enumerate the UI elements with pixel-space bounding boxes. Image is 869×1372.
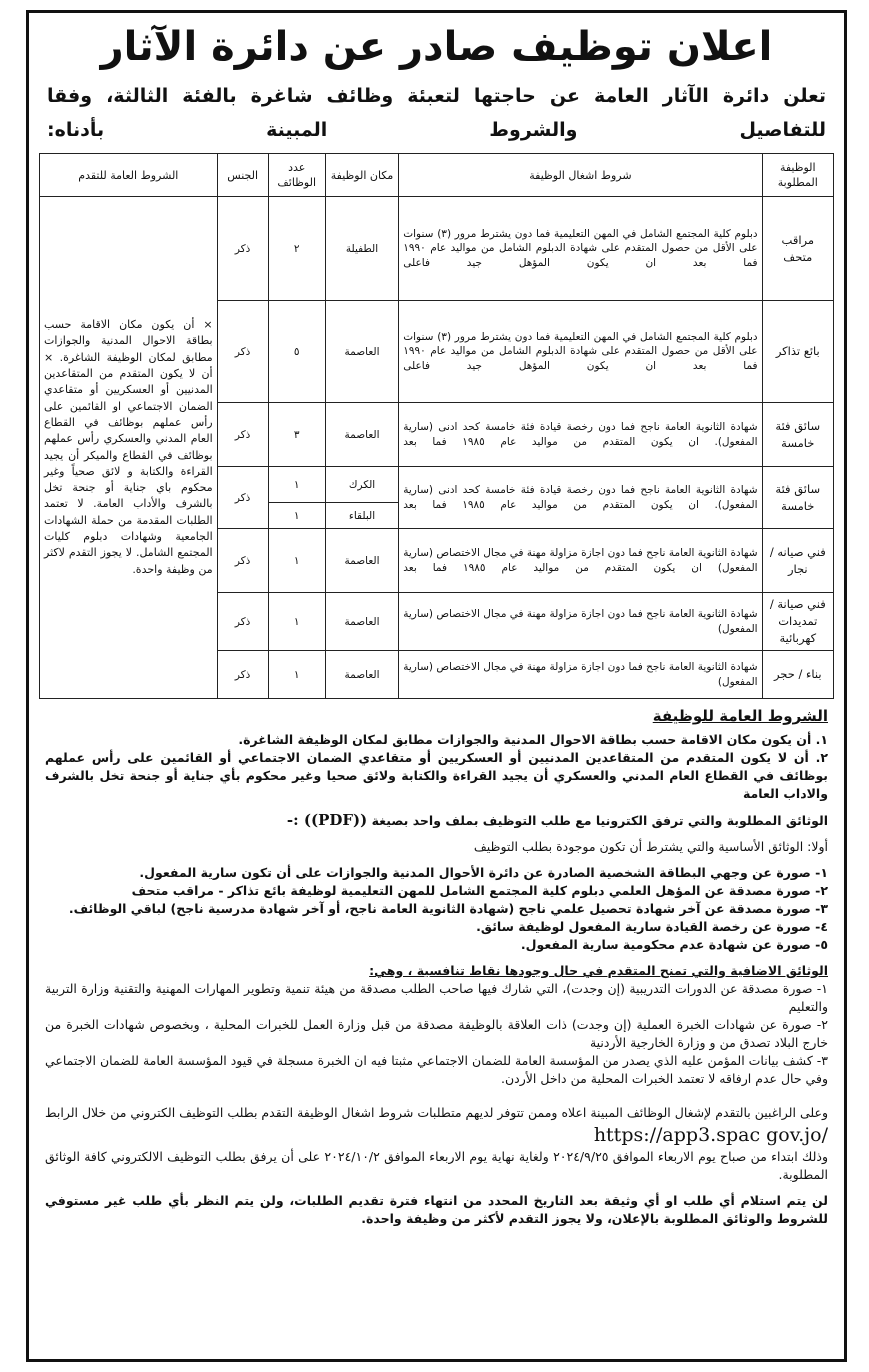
job-location: العاصمة bbox=[325, 403, 398, 467]
closing-notice: لن يتم استلام أي طلب او أي وثيقة بعد التاريخ المحدد من انتهاء فترة تقديم الطلبات، ولن يتم النظر بأي طلب غير مستوفي للشروط والوثائق المطلوبة بالإعلان، ولا يجوز التقدم لأكثر من وظيفة واحدة. bbox=[45, 1193, 828, 1226]
documents-intro-text: الوثائق المطلوبة والتي ترفق الكترونيا مع طلب التوظيف بملف واحد بصيغة bbox=[371, 813, 828, 828]
application-link[interactable]: https://app3.spac gov.jo/ bbox=[593, 1124, 828, 1146]
general-section-title: الشروط العامة للوظيفة bbox=[652, 707, 828, 725]
job-count: ١ bbox=[268, 503, 325, 529]
job-gender: ذكر bbox=[217, 467, 268, 529]
job-location: الكرك bbox=[325, 467, 398, 503]
header-gender: الجنس bbox=[217, 154, 268, 197]
closing-text: وعلى الراغبين بالتقدم لإشغال الوظائف المبينة اعلاه وممن تتوفر لديهم متطلبات شروط اشغال الوظيفة التقدم بطلب التوظيف الكتروني من خلال الرابط bbox=[45, 1105, 828, 1120]
job-requirements: شهادة الثانوية العامة ناجح فما دون اجازة مزاولة مهنة في مجال الاختصاص (سارية المفعول) bbox=[399, 651, 762, 699]
general-item: ١. أن يكون مكان الاقامة حسب بطاقة الاحوال المدنية والجوازات مطابق لمكان الوظيفة الشاغرة. bbox=[238, 732, 828, 747]
job-gender: ذكر bbox=[217, 593, 268, 651]
basic-document-item: ٢- صورة مصدقة عن المؤهل العلمي دبلوم كلية المجتمع الشامل للمهن التعليمية لوظيفة بائع تذاكر - مراقب متحف bbox=[131, 883, 828, 898]
header-job: الوظيفة المطلوبة bbox=[762, 154, 833, 197]
header-general: الشروط العامة للتقدم bbox=[40, 154, 218, 197]
basic-document-item: ٥- صورة عن شهادة عدم محكومية سارية المفعول. bbox=[520, 937, 828, 952]
job-title: فني صيانة / تمديدات كهربائية bbox=[762, 593, 833, 651]
basic-document-item: ١- صورة عن وجهي البطاقة الشخصية الصادرة عن دائرة الأحوال المدنية والجوازات على أن تكون سارية المفعول. bbox=[139, 865, 828, 880]
header-count: عدد الوظائف bbox=[268, 154, 325, 197]
job-location: الطفيلة bbox=[325, 197, 398, 301]
basic-document-item: ٣- صورة مصدقة عن آخر شهادة تحصيل علمي ناجح (شهادة الثانوية العامة ناجح، أو آخر شهادة مدرسية ناجح) لباقي الوظائف. bbox=[68, 901, 828, 916]
job-location: العاصمة bbox=[325, 529, 398, 593]
pdf-format: ((PDF)) :- bbox=[286, 811, 368, 829]
job-count: ١ bbox=[268, 593, 325, 651]
basic-document-item: ٤- صورة عن رخصة القيادة سارية المفعول لوظيفة سائق. bbox=[476, 919, 828, 934]
advertisement-frame bbox=[26, 10, 847, 1362]
documents-intro bbox=[45, 811, 828, 830]
table-header-row bbox=[40, 154, 834, 197]
extra-document-item: ١- صورة مصدقة عن الدورات التدريبية (إن وجدت)، التي شارك فيها صاحب الطلب مصدقة من هيئة تنمية وتطوير المهارات المهنية والتقنية وزارة التربية والتعليم bbox=[45, 981, 828, 1014]
header-location: مكان الوظيفة bbox=[325, 154, 398, 197]
job-title: بائع تذاكر bbox=[762, 301, 833, 403]
job-count: ١ bbox=[268, 529, 325, 593]
job-location: العاصمة bbox=[325, 651, 398, 699]
closing-paragraph bbox=[45, 1102, 828, 1148]
job-requirements: دبلوم كلية المجتمع الشامل في المهن التعليمية فما دون يشترط مرور (٣) سنوات على الأقل من حصول المتقدم على شهادة الدبلوم الشامل من مواليد عام ١٩٩٠ فما بعد ان يكون المؤهل جيد فاعلى bbox=[399, 301, 762, 403]
job-title: فني صيانه / نجار bbox=[762, 529, 833, 593]
headline: اعلان توظيف صادر عن دائرة الآثار bbox=[100, 24, 773, 70]
job-gender: ذكر bbox=[217, 301, 268, 403]
job-count: ١ bbox=[268, 467, 325, 503]
closing-dates: وذلك ابتداء من صباح يوم الاربعاء الموافق ٢٠٢٤/٩/٢٥ ولغاية نهاية يوم الاربعاء الموافق ٢٠٢٤/١٠/٢ على أن يرفق بطلب التوظيف الالكتروني كافة الوثائق المطلوبة. bbox=[45, 1149, 828, 1182]
job-title: بناء / حجر bbox=[762, 651, 833, 699]
header-requirements: شروط اشغال الوظيفة bbox=[399, 154, 762, 197]
job-gender: ذكر bbox=[217, 529, 268, 593]
general-item: ٢. أن لا يكون المتقدم من المتقاعدين المدنيين أو العسكريين أو متقاعدي الضمان الاجتماعي أو القائمين على رأس عملهم بوظائف في القطاع العام المدني والعسكري أن يجيد القراءة والكتابة ولائق صحيا وغير محكوم بأي جناية أو جنحة تخل بالشرف والاداب العامة bbox=[45, 750, 828, 801]
table-row bbox=[40, 197, 834, 301]
job-requirements: دبلوم كلية المجتمع الشامل في المهن التعليمية فما دون يشترط مرور (٣) سنوات على الأقل من حصول المتقدم على شهادة الدبلوم الشامل من مواليد عام ١٩٩٠ فما بعد ان يكون المؤهل جيد فاعلى bbox=[399, 197, 762, 301]
job-requirements: شهادة الثانوية العامة ناجح فما دون رخصة قيادة فئة خامسة كحد ادنى (سارية المفعول). ان يكون المتقدم من مواليد عام ١٩٨٥ فما بعد bbox=[399, 467, 762, 529]
job-title: سائق فئة خامسة bbox=[762, 467, 833, 529]
job-requirements: شهادة الثانوية العامة ناجح فما دون اجازة مزاولة مهنة في مجال الاختصاص (سارية المفعول) bbox=[399, 593, 762, 651]
extra-document-item: ٢- صورة عن شهادات الخبرة العملية (إن وجدت) ذات العلاقة بالوظيفة مصدقة من قبل وزارة العمل للخبرات المحلية ، وبخصوص شهادات الخبرة من خارج البلاد تصدق من و وزارة الخارجية الأردنية bbox=[45, 1017, 828, 1050]
job-requirements: شهادة الثانوية العامة ناجح فما دون رخصة قيادة فئة خامسة كحد ادنى (سارية المفعول). ان يكون المتقدم من مواليد عام ١٩٨٥ فما بعد bbox=[399, 403, 762, 467]
job-location: العاصمة bbox=[325, 593, 398, 651]
job-count: ٣ bbox=[268, 403, 325, 467]
job-location: العاصمة bbox=[325, 301, 398, 403]
job-count: ١ bbox=[268, 651, 325, 699]
jobs-table bbox=[39, 153, 834, 699]
intro-text: تعلن دائرة الآثار العامة عن حاجتها لتعبئة وظائف شاغرة بالفئة الثالثة، وفقا للتفاصيل والشروط المبينة بأدناه: bbox=[47, 85, 826, 141]
job-count: ٥ bbox=[268, 301, 325, 403]
job-title: مراقب متحف bbox=[762, 197, 833, 301]
job-title: سائق فئة خامسة bbox=[762, 403, 833, 467]
job-requirements: شهادة الثانوية العامة ناجح فما دون اجازة مزاولة مهنة في مجال الاختصاص (سارية المفعول) ان يكون المتقدم من مواليد عام ١٩٨٥ فما بعد bbox=[399, 529, 762, 593]
job-count: ٢ bbox=[268, 197, 325, 301]
general-conditions-cell: × أن يكون مكان الاقامة حسب بطاقة الاحوال المدنية والجوازات مطابق لمكان الوظيفة الشاغرة. × أن لا يكون المتقدم من المتقاعدين المدنيين أو العسكريين أو متقاعدي الضمان الاجتماعي او القائمين على رأس عملهم بوظائف في القطاع العام المدني والعسكري رأس عملهم بوظائف في القطاع والميكر أن يجيد القراءة والكتابة و لائق صحياً وغير محكوم باي جناية أو جنحة تخل بالشرف والأداب العامة. لا تعتمد الطلبات المقدمة من حملة الشهادات الجامعية وشهادات دبلوم كليات المجتمع الشامل. لا يجوز التقدم لاكثر من وظيفة واحدة. bbox=[40, 197, 218, 699]
extra-documents-title: الوثائق الاضافية والتي تمنح المتقدم في حال وجودها نقاط تنافسية ، وهي: bbox=[369, 963, 828, 978]
basic-documents-title: أولا: الوثائق الأساسية والتي يشترط أن تكون موجودة بطلب التوظيف bbox=[473, 839, 828, 854]
job-gender: ذكر bbox=[217, 651, 268, 699]
job-gender: ذكر bbox=[217, 403, 268, 467]
job-gender: ذكر bbox=[217, 197, 268, 301]
job-location: البلقاء bbox=[325, 503, 398, 529]
extra-document-item: ٣- كشف بيانات المؤمن عليه الذي يصدر من المؤسسة العامة للضمان الاجتماعي مثبتا فيه ان الخبرة مسجلة في قيود المؤسسة العامة للضمان الاجتماعي وفي حال عدم ارفاقه لا تعتمد الخبرات المحلية من داخل الأردن. bbox=[45, 1053, 828, 1086]
